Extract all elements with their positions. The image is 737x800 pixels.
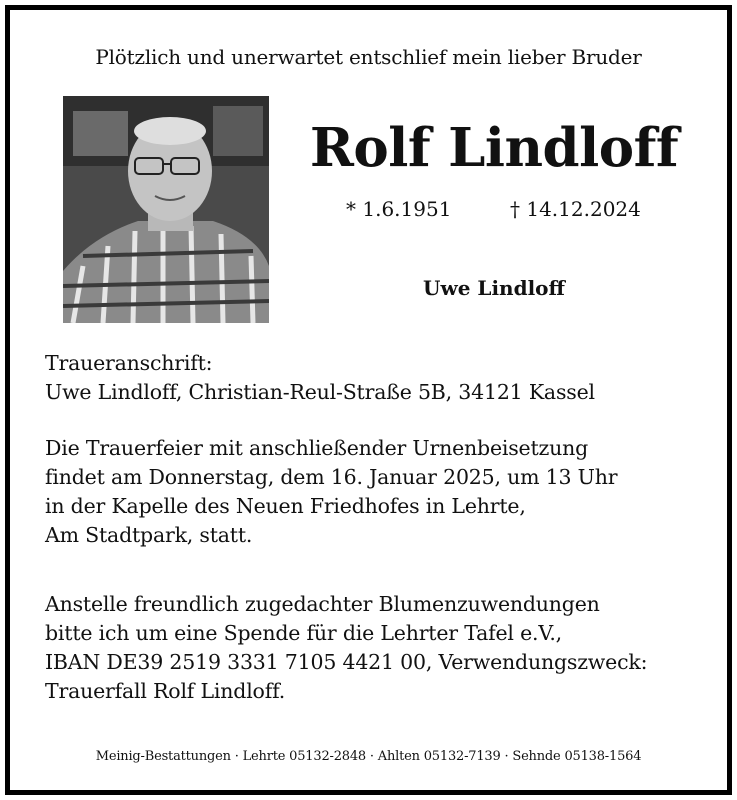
donation-line: IBAN DE39 2519 3331 7105 4421 00, Verwendungszweck:: [45, 650, 648, 674]
obituary-notice: [5, 5, 732, 795]
portrait-image: [63, 96, 269, 323]
signer-name: Uwe Lindloff: [423, 276, 565, 300]
ceremony-line: findet am Donnerstag, dem 16. Januar 2025, um 13 Uhr: [45, 465, 618, 489]
ceremony-block: [45, 434, 617, 550]
ceremony-line: Die Trauerfeier mit anschließender Urnenbeisetzung: [45, 436, 589, 460]
death-date: † 14.12.2024: [510, 197, 641, 221]
portrait-photo: [63, 96, 269, 323]
address-line: Traueranschrift:: [45, 351, 213, 375]
address-block: [45, 349, 595, 407]
ceremony-line: in der Kapelle des Neuen Friedhofes in Lehrte,: [45, 494, 526, 518]
address-line: Uwe Lindloff, Christian-Reul-Straße 5B, 34121 Kassel: [45, 380, 595, 404]
donation-block: [45, 590, 647, 706]
intro-text: Plötzlich und unerwartet entschlief mein lieber Bruder: [95, 45, 642, 69]
donation-line: bitte ich um eine Spende für die Lehrter Tafel e.V.,: [45, 621, 562, 645]
donation-line: Trauerfall Rolf Lindloff.: [45, 679, 286, 703]
donation-line: Anstelle freundlich zugedachter Blumenzuwendungen: [45, 592, 600, 616]
deceased-name: Rolf Lindloff: [309, 117, 679, 179]
funeral-home-footer: Meinig-Bestattungen · Lehrte 05132-2848 · Ahlten 05132-7139 · Sehnde 05138-1564: [95, 749, 642, 764]
ceremony-line: Am Stadtpark, statt.: [45, 523, 253, 547]
birth-date: * 1.6.1951: [346, 197, 452, 221]
